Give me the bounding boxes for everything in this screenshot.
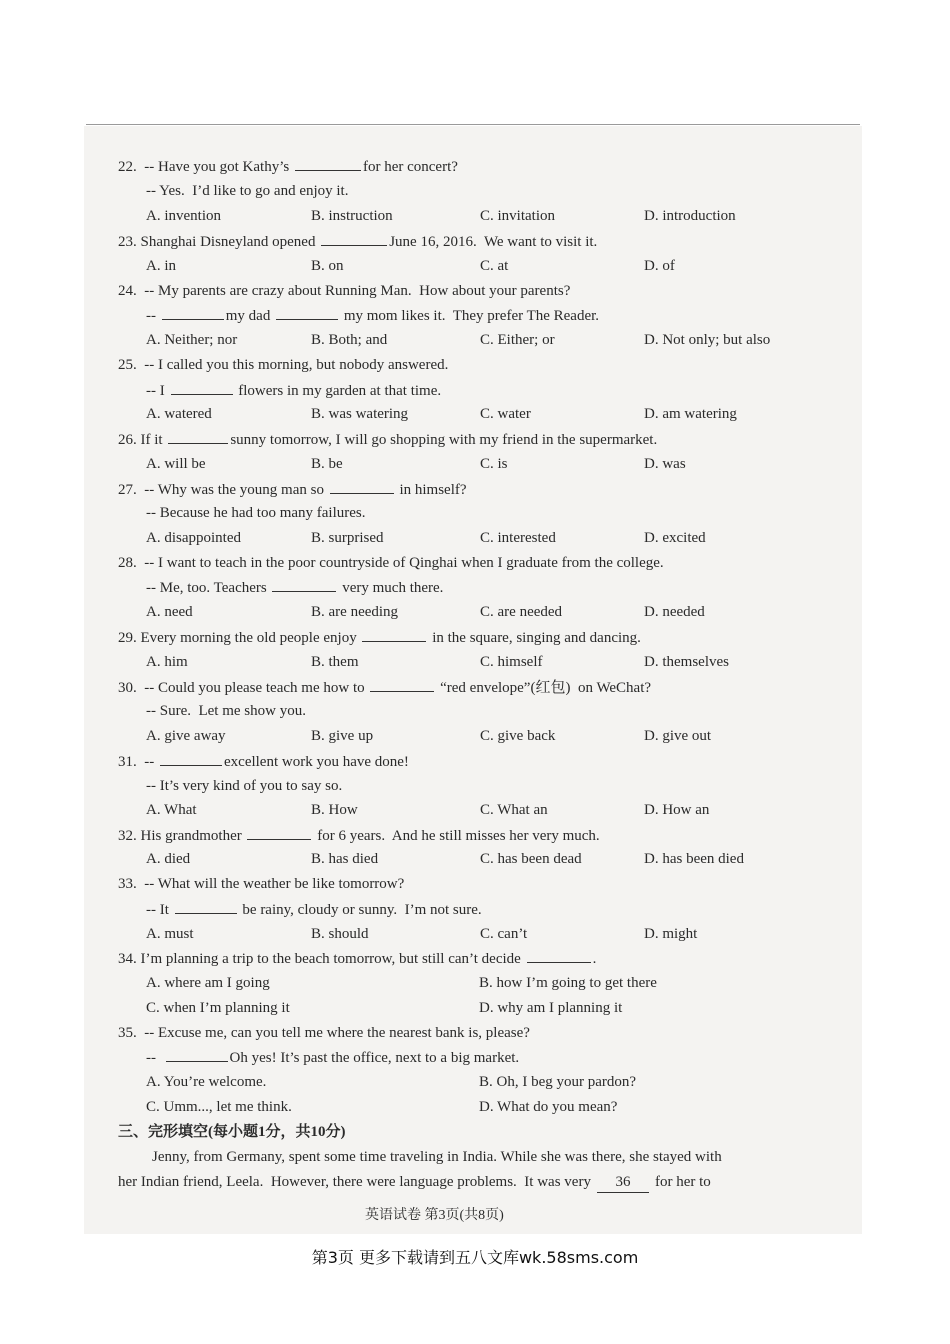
q27-option-b: B. surprised (311, 530, 384, 546)
passage-line-1: Jenny, from Germany, spent some time traveling in India. While she was there, she stayed with (152, 1149, 722, 1165)
q35-option-d: D. What do you mean? (479, 1099, 618, 1115)
q29-option-a: A. him (146, 654, 188, 670)
top-rule (86, 124, 860, 125)
q32-option-a: A. died (146, 851, 191, 867)
q31-option-d: D. How an (644, 802, 710, 818)
q25-option-b: B. was watering (311, 406, 409, 422)
q33-option-a: A. must (146, 926, 194, 942)
q24-reply: -- my dad my mom likes it. They prefer The Reader. (146, 305, 599, 326)
q31-option-a: A. What (146, 802, 197, 818)
q26-option-b: B. be (311, 456, 343, 472)
q35-option-a: A. You’re welcome. (146, 1074, 267, 1090)
q32-option-c: C. has been dead (480, 851, 582, 867)
q23-option-b: B. on (311, 258, 344, 274)
q35-option-c: C. Umm..., let me think. (146, 1099, 292, 1115)
q33-reply: -- It be rainy, cloudy or sunny. I’m not sure. (146, 899, 482, 920)
q22-reply: -- Yes. I’d like to go and enjoy it. (146, 183, 349, 199)
q22-option-d: D. introduction (644, 208, 736, 224)
q22-option-a: A. invention (146, 208, 221, 224)
q31-reply: -- It’s very kind of you to say so. (146, 778, 343, 794)
q25-stem: 25. -- I called you this morning, but nobody answered. (118, 357, 449, 373)
q24-option-b: B. Both; and (311, 332, 388, 348)
q23-option-a: A. in (146, 258, 176, 274)
q30-option-a: A. give away (146, 728, 226, 744)
q23-option-d: D. of (644, 258, 675, 274)
section-title: 三、完形填空(每小题1分，共10分) (118, 1124, 346, 1140)
q23-option-c: C. at (480, 258, 509, 274)
q26-option-c: C. is (480, 456, 508, 472)
q31-option-b: B. How (311, 802, 358, 818)
q29-stem: 29. Every morning the old people enjoy in the square, singing and dancing. (118, 627, 641, 648)
page-info: 英语试卷 第3页(共8页) (365, 1208, 504, 1223)
q29-option-d: D. themselves (644, 654, 729, 670)
q24-stem: 24. -- My parents are crazy about Running Man. How about your parents? (118, 283, 571, 299)
q32-option-b: B. has died (311, 851, 379, 867)
q34-option-b: B. how I’m going to get there (479, 975, 657, 991)
q27-option-c: C. interested (480, 530, 556, 546)
q25-reply: -- I flowers in my garden at that time. (146, 380, 441, 401)
q33-stem: 33. -- What will the weather be like tomorrow? (118, 876, 405, 892)
q32-stem: 32. His grandmother for 6 years. And he still misses her very much. (118, 825, 600, 846)
q29-option-b: B. them (311, 654, 359, 670)
q34-option-c: C. when I’m planning it (146, 1000, 290, 1016)
q31-stem: 31. -- excellent work you have done! (118, 751, 409, 772)
q22-option-c: C. invitation (480, 208, 555, 224)
q24-option-a: A. Neither; nor (146, 332, 238, 348)
q27-option-a: A. disappointed (146, 530, 241, 546)
q26-stem: 26. If it sunny tomorrow, I will go shopping with my friend in the supermarket. (118, 429, 657, 450)
q30-option-d: D. give out (644, 728, 712, 744)
q25-option-c: C. water (480, 406, 531, 422)
q24-option-c: C. Either; or (480, 332, 555, 348)
q24-option-d: D. Not only; but also (644, 332, 771, 348)
q25-option-d: D. am watering (644, 406, 737, 422)
q28-option-b: B. are needing (311, 604, 399, 620)
q28-reply: -- Me, too. Teachers very much there. (146, 577, 443, 598)
q28-option-d: D. needed (644, 604, 705, 620)
q28-stem: 28. -- I want to teach in the poor countryside of Qinghai when I graduate from the college. (118, 555, 664, 571)
q35-option-b: B. Oh, I beg your pardon? (479, 1074, 637, 1090)
q27-option-d: D. excited (644, 530, 706, 546)
q35-stem: 35. -- Excuse me, can you tell me where the nearest bank is, please? (118, 1025, 530, 1041)
q23-stem: 23. Shanghai Disneyland opened June 16, 2016. We want to visit it. (118, 231, 597, 252)
q28-option-c: C. are needed (480, 604, 563, 620)
q30-option-c: C. give back (480, 728, 556, 744)
q30-reply: -- Sure. Let me show you. (146, 703, 306, 719)
footer-download-note: 第3页 更多下载请到五八文库wk.58sms.com (311, 1248, 639, 1267)
q35-reply: -- Oh yes! It’s past the office, next to a big market. (146, 1047, 519, 1068)
q32-option-d: D. has been died (644, 851, 744, 867)
q25-option-a: A. watered (146, 406, 212, 422)
passage-line-2: her Indian friend, Leela. However, there were language problems. It was very 36 for her to (118, 1172, 711, 1193)
q33-option-b: B. should (311, 926, 369, 942)
q28-option-a: A. need (146, 604, 193, 620)
q30-option-b: B. give up (311, 728, 374, 744)
q31-option-c: C. What an (480, 802, 548, 818)
q22-stem: 22. -- Have you got Kathy’s for her concert? (118, 156, 458, 177)
q26-option-a: A. will be (146, 456, 206, 472)
q22-option-b: B. instruction (311, 208, 393, 224)
q27-reply: -- Because he had too many failures. (146, 505, 366, 521)
cloze-blank-36: 36 (597, 1172, 649, 1193)
q30-stem: 30. -- Could you please teach me how to “red envelope”(红包) on WeChat? (118, 677, 651, 698)
q26-option-d: D. was (644, 456, 686, 472)
q29-option-c: C. himself (480, 654, 543, 670)
q33-option-d: D. might (644, 926, 698, 942)
q34-stem: 34. I’m planning a trip to the beach tomorrow, but still can’t decide . (118, 948, 596, 969)
q34-option-d: D. why am I planning it (479, 1000, 623, 1016)
q34-option-a: A. where am I going (146, 975, 270, 991)
q27-stem: 27. -- Why was the young man so in himself? (118, 479, 467, 500)
q33-option-c: C. can’t (480, 926, 528, 942)
